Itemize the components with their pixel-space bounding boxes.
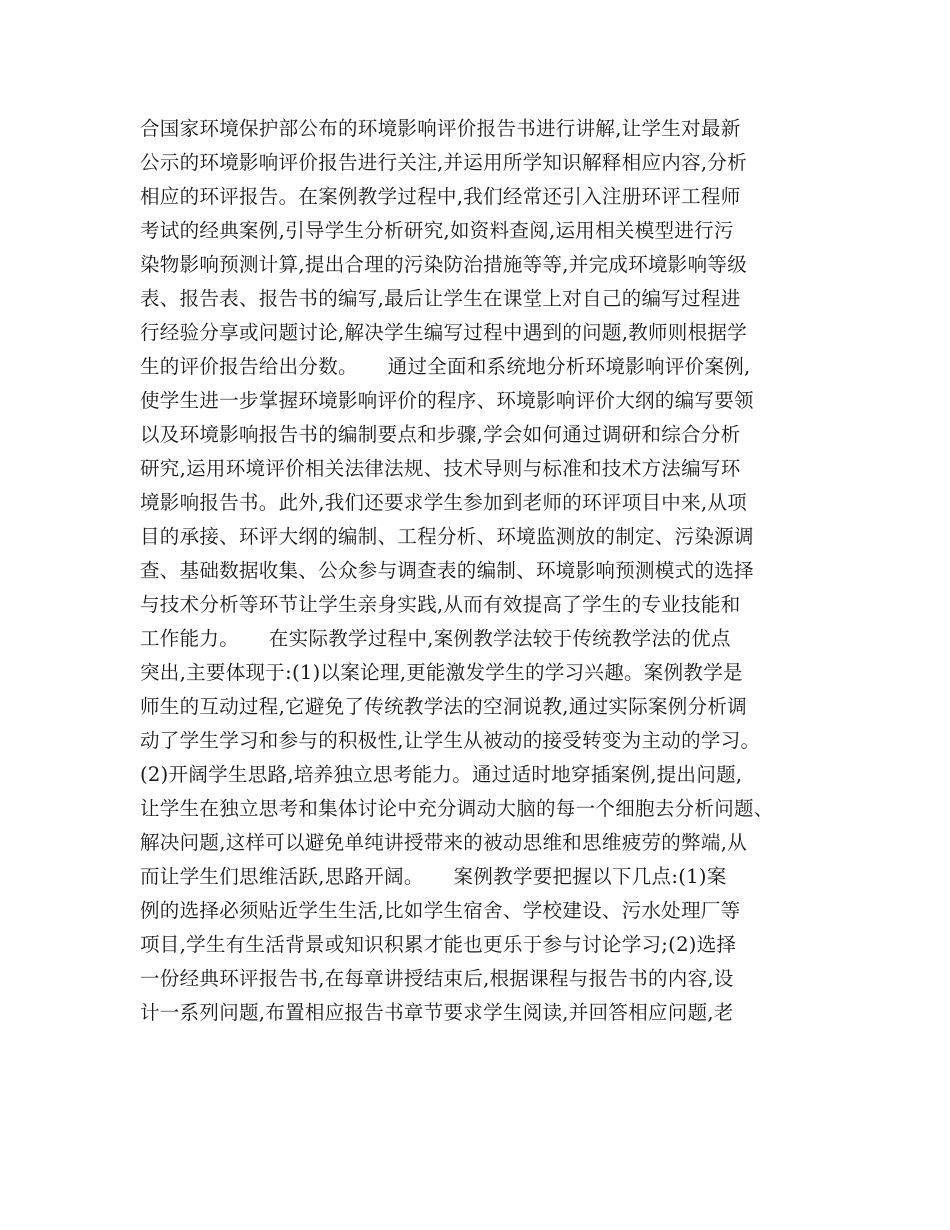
text-line: 突出,主要体现于:(1)以案论理,更能激发学生的学习兴趣。案例教学是 bbox=[140, 661, 743, 684]
text-line: 以及环境影响报告书的编制要点和步骤,学会如何通过调研和综合分析 bbox=[140, 423, 741, 446]
text-line: 公示的环境影响评价报告进行关注,并运用所学知识解释相应内容,分析 bbox=[140, 151, 747, 174]
text-line: 而让学生们思维活跃,思路开阔。 案例教学要把握以下几点:(1)案 bbox=[140, 865, 727, 888]
text-line: 生的评价报告给出分数。 通过全面和系统地分析环境影响评价案例, bbox=[140, 355, 751, 378]
text-line: 工作能力。 在实际教学过程中,案例教学法较于传统教学法的优点 bbox=[140, 627, 731, 650]
text-line: 染物影响预测计算,提出合理的污染防治措施等等,并完成环境影响等级 bbox=[140, 253, 747, 276]
text-line: 动了学生学习和参与的积极性,让学生从被动的接受转变为主动的学习。 bbox=[140, 729, 761, 752]
text-line: 境影响报告书。此外,我们还要求学生参加到老师的环评项目中来,从项 bbox=[140, 491, 747, 514]
text-line: 一份经典环评报告书,在每章讲授结束后,根据课程与报告书的内容,设 bbox=[140, 967, 734, 990]
text-line: 例的选择必须贴近学生生活,比如学生宿舍、学校建设、污水处理厂等 bbox=[140, 899, 741, 922]
body-text bbox=[140, 112, 820, 1030]
text-line: 使学生进一步掌握环境影响评价的程序、环境影响评价大纲的编写要领 bbox=[140, 389, 754, 412]
text-line: 合国家环境保护部公布的环境影响评价报告书进行讲解,让学生对最新 bbox=[140, 117, 741, 140]
text-line: 查、基础数据收集、公众参与调查表的编制、环境影响预测模式的选择 bbox=[140, 559, 754, 582]
text-line: 师生的互动过程,它避免了传统教学法的空洞说教,通过实际案例分析调 bbox=[140, 695, 747, 718]
text-line: 计一系列问题,布置相应报告书章节要求学生阅读,并回答相应问题,老 bbox=[140, 1001, 734, 1024]
text-line: 研究,运用环境评价相关法律法规、技术导则与标准和技术方法编写环 bbox=[140, 457, 741, 480]
text-line: 表、报告表、报告书的编写,最后让学生在课堂上对自己的编写过程进 bbox=[140, 287, 741, 310]
text-line: (2)开阔学生思路,培养独立思考能力。通过适时地穿插案例,提出问题, bbox=[140, 763, 743, 786]
text-line: 解决问题,这样可以避免单纯讲授带来的被动思维和思维疲劳的弊端,从 bbox=[140, 831, 747, 854]
text-line: 行经验分享或问题讨论,解决学生编写过程中遇到的问题,教师则根据学 bbox=[140, 321, 747, 344]
text-line: 目的承接、环评大纲的编制、工程分析、环境监测放的制定、污染源调 bbox=[140, 525, 754, 548]
text-line: 项目,学生有生活背景或知识积累才能也更乐于参与讨论学习;(2)选择 bbox=[140, 933, 737, 956]
text-line: 相应的环评报告。在案例教学过程中,我们经常还引入注册环评工程师 bbox=[140, 185, 741, 208]
text-line: 与技术分析等环节让学生亲身实践,从而有效提高了学生的专业技能和 bbox=[140, 593, 741, 616]
text-line: 让学生在独立思考和集体讨论中充分调动大脑的每一个细胞去分析问题、 bbox=[140, 797, 774, 820]
text-line: 考试的经典案例,引导学生分析研究,如资料查阅,运用相关模型进行污 bbox=[140, 219, 734, 242]
